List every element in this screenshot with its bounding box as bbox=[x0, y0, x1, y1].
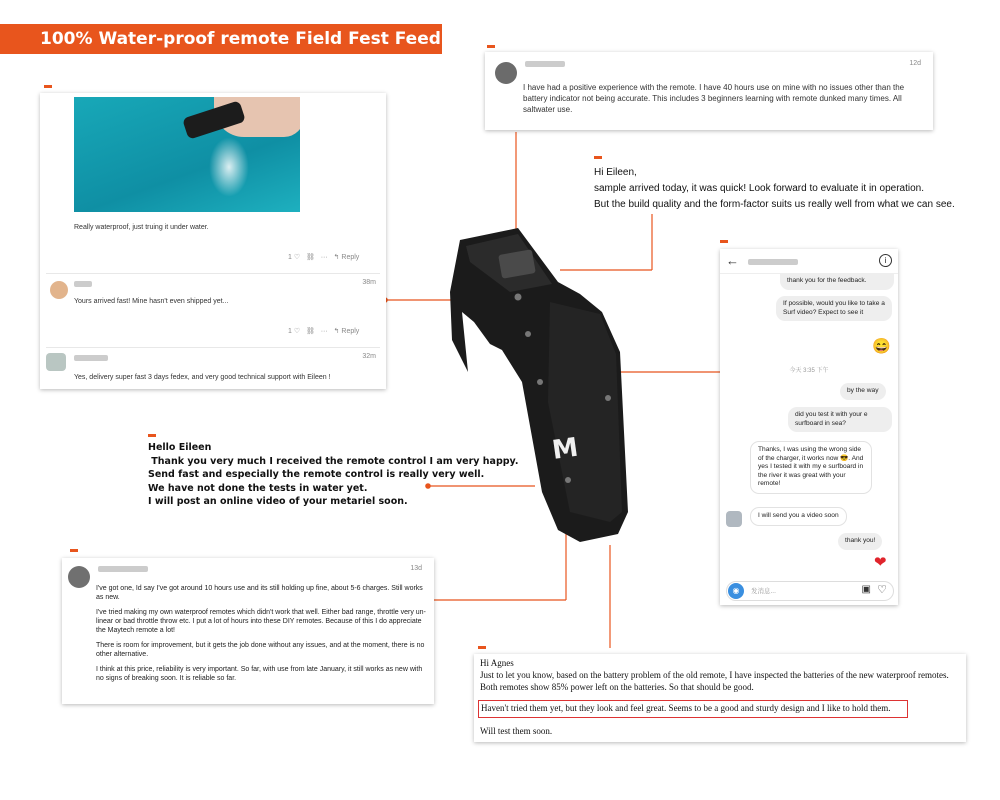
chat-header bbox=[720, 249, 898, 274]
post-body bbox=[96, 584, 426, 683]
reply-link[interactable]: Reply bbox=[341, 254, 360, 261]
note-line: We have not done the tests in water yet. bbox=[148, 482, 368, 494]
accent-tick bbox=[720, 240, 728, 243]
divider bbox=[46, 273, 380, 274]
remote-device bbox=[430, 222, 630, 542]
device-logo: M bbox=[550, 432, 581, 466]
chat-input-bar[interactable] bbox=[726, 581, 894, 601]
note-line: sample arrived today, it was quick! Look forward to evaluate it in operation. bbox=[594, 183, 924, 194]
note-line: Both remotes show 85% power left on the batteries. So that should be good. bbox=[480, 682, 754, 692]
chat-message-received: Thanks, I was using the wrong side of the charger, it works now 😎. And yes I tested it with my e surfboard in the river it was great with your remote! bbox=[750, 441, 872, 494]
link-icon[interactable]: ⛓ bbox=[305, 328, 315, 335]
heart-outline-icon[interactable]: ♡ bbox=[877, 584, 887, 596]
more-icon[interactable]: ··· bbox=[320, 254, 328, 261]
top-post-card bbox=[485, 52, 933, 130]
photo-caption: Really waterproof, just truing it under water. bbox=[74, 224, 209, 231]
post-time: 13d bbox=[410, 565, 422, 572]
agnes-note-card bbox=[474, 654, 966, 742]
image-icon[interactable]: ▣ bbox=[861, 584, 871, 595]
comment-actions[interactable] bbox=[288, 253, 359, 261]
note-line: Send fast and especially the remote control is really very well. bbox=[148, 469, 485, 480]
note-line: I will post an online video of your metariel soon. bbox=[148, 496, 408, 507]
link-icon[interactable]: ⛓ bbox=[305, 254, 315, 261]
note-line: Haven't tried them yet, but they look and feel great. Seems to be a good and sturdy design and I like to hold them. bbox=[481, 703, 891, 713]
thread-card bbox=[40, 93, 386, 389]
blurred-username bbox=[525, 61, 565, 67]
post-time: 12d bbox=[909, 60, 921, 67]
chat-emoji: 😄 bbox=[872, 338, 891, 355]
splash-shape bbox=[209, 137, 249, 197]
accent-tick bbox=[148, 434, 156, 437]
like-count: 1 bbox=[288, 254, 292, 261]
reply-link[interactable]: Reply bbox=[341, 328, 360, 335]
eileen-note bbox=[594, 165, 955, 213]
post-text: I have had a positive experience with the remote. I have 40 hours use on mine with no issues other than the battery indicator not being accurate. This includes 3 beginners learning with remote dunked many times. All saltwater use. bbox=[523, 83, 905, 114]
chat-message-sent: did you test it with your e surfboard in sea? bbox=[788, 407, 892, 432]
long-post-card bbox=[62, 558, 434, 704]
like-count: 1 bbox=[288, 328, 292, 335]
avatar bbox=[46, 353, 66, 371]
comment-actions[interactable] bbox=[288, 327, 359, 335]
reply-icon[interactable]: ↰ bbox=[333, 328, 340, 335]
banner-title: 100% Water-proof remote Field Fest Feedback bbox=[40, 29, 486, 49]
avatar bbox=[495, 62, 517, 84]
post-paragraph: There is room for improvement, but it gets the job done without any issues, and at the moment, there is no other alternative. bbox=[96, 642, 425, 658]
blurred-username bbox=[98, 566, 148, 572]
chat-message-sent: thank you for the feedback. bbox=[780, 273, 894, 290]
comment-time: 32m bbox=[362, 353, 376, 360]
comment-text: Yes, delivery super fast 3 days fedex, and very good technical support with Eileen ! bbox=[74, 374, 331, 381]
chat-message-sent: by the way bbox=[840, 383, 886, 400]
post-paragraph: I've got one, Id say I've got around 10 hours use and its still holding up fine, about 5-6 charges. Still works as new. bbox=[96, 585, 423, 601]
accent-tick bbox=[594, 156, 602, 159]
highlighted-quote bbox=[478, 700, 908, 718]
note-line: Thank you very much I received the remote control I am very happy. bbox=[148, 455, 519, 467]
heart-icon: ❤ bbox=[874, 554, 887, 571]
back-arrow-icon[interactable]: ← bbox=[726, 253, 739, 268]
comment-time: 38m bbox=[362, 279, 376, 286]
accent-tick bbox=[44, 85, 52, 88]
accent-tick bbox=[70, 549, 78, 552]
camera-icon[interactable]: ◉ bbox=[728, 583, 744, 599]
heart-icon[interactable]: ♡ bbox=[293, 328, 301, 335]
blurred-username bbox=[74, 355, 108, 361]
divider bbox=[46, 347, 380, 348]
comment-text: Yours arrived fast! Mine hasn't even shipped yet... bbox=[74, 298, 229, 305]
heart-icon[interactable]: ♡ bbox=[293, 254, 301, 261]
note-line: Hi Agnes bbox=[480, 658, 514, 668]
more-icon[interactable]: ··· bbox=[320, 328, 328, 335]
chat-timestamp: 今天 3:35 下午 bbox=[789, 368, 829, 374]
note-line: Hi Eileen, bbox=[594, 167, 637, 178]
reply-icon[interactable]: ↰ bbox=[333, 254, 340, 261]
blurred-username bbox=[748, 259, 798, 265]
avatar bbox=[726, 511, 742, 527]
post-paragraph: I've tried making my own waterproof remotes which didn't work that well. Either bad range, throttle very un-linear or bad throttle throw etc. I put a lot of hours into these DIY remotes. Because of this I do appreciate the Maytech remote a lot! bbox=[96, 609, 426, 634]
note-line: Just to let you know, based on the battery problem of the old remote, I have inspected the batteries of the new waterproof remotes. bbox=[480, 670, 949, 680]
blurred-username bbox=[74, 281, 92, 287]
chat-message-received: I will send you a video soon bbox=[750, 507, 847, 526]
chat-message-sent: thank you! bbox=[838, 533, 882, 550]
avatar bbox=[68, 566, 90, 588]
note-line: But the build quality and the form-factor suits us really well from what we can see. bbox=[594, 199, 955, 210]
chat-message-sent: If possible, would you like to take a Surf video? Expect to see it bbox=[776, 296, 892, 321]
accent-tick bbox=[478, 646, 486, 649]
post-paragraph: I think at this price, reliability is very important. So far, with use from late January, it still works as new with no signs of breaking soon. It is reliable so far. bbox=[96, 666, 423, 682]
chat-input-placeholder[interactable]: 发消息... bbox=[751, 588, 776, 595]
chat-panel bbox=[720, 249, 898, 605]
accent-tick bbox=[487, 45, 495, 48]
waterproof-test-photo bbox=[74, 97, 300, 212]
note-line: Hello Eileen bbox=[148, 442, 212, 453]
avatar bbox=[50, 281, 68, 299]
note-line: Will test them soon. bbox=[480, 726, 553, 736]
info-icon[interactable]: i bbox=[879, 254, 892, 267]
